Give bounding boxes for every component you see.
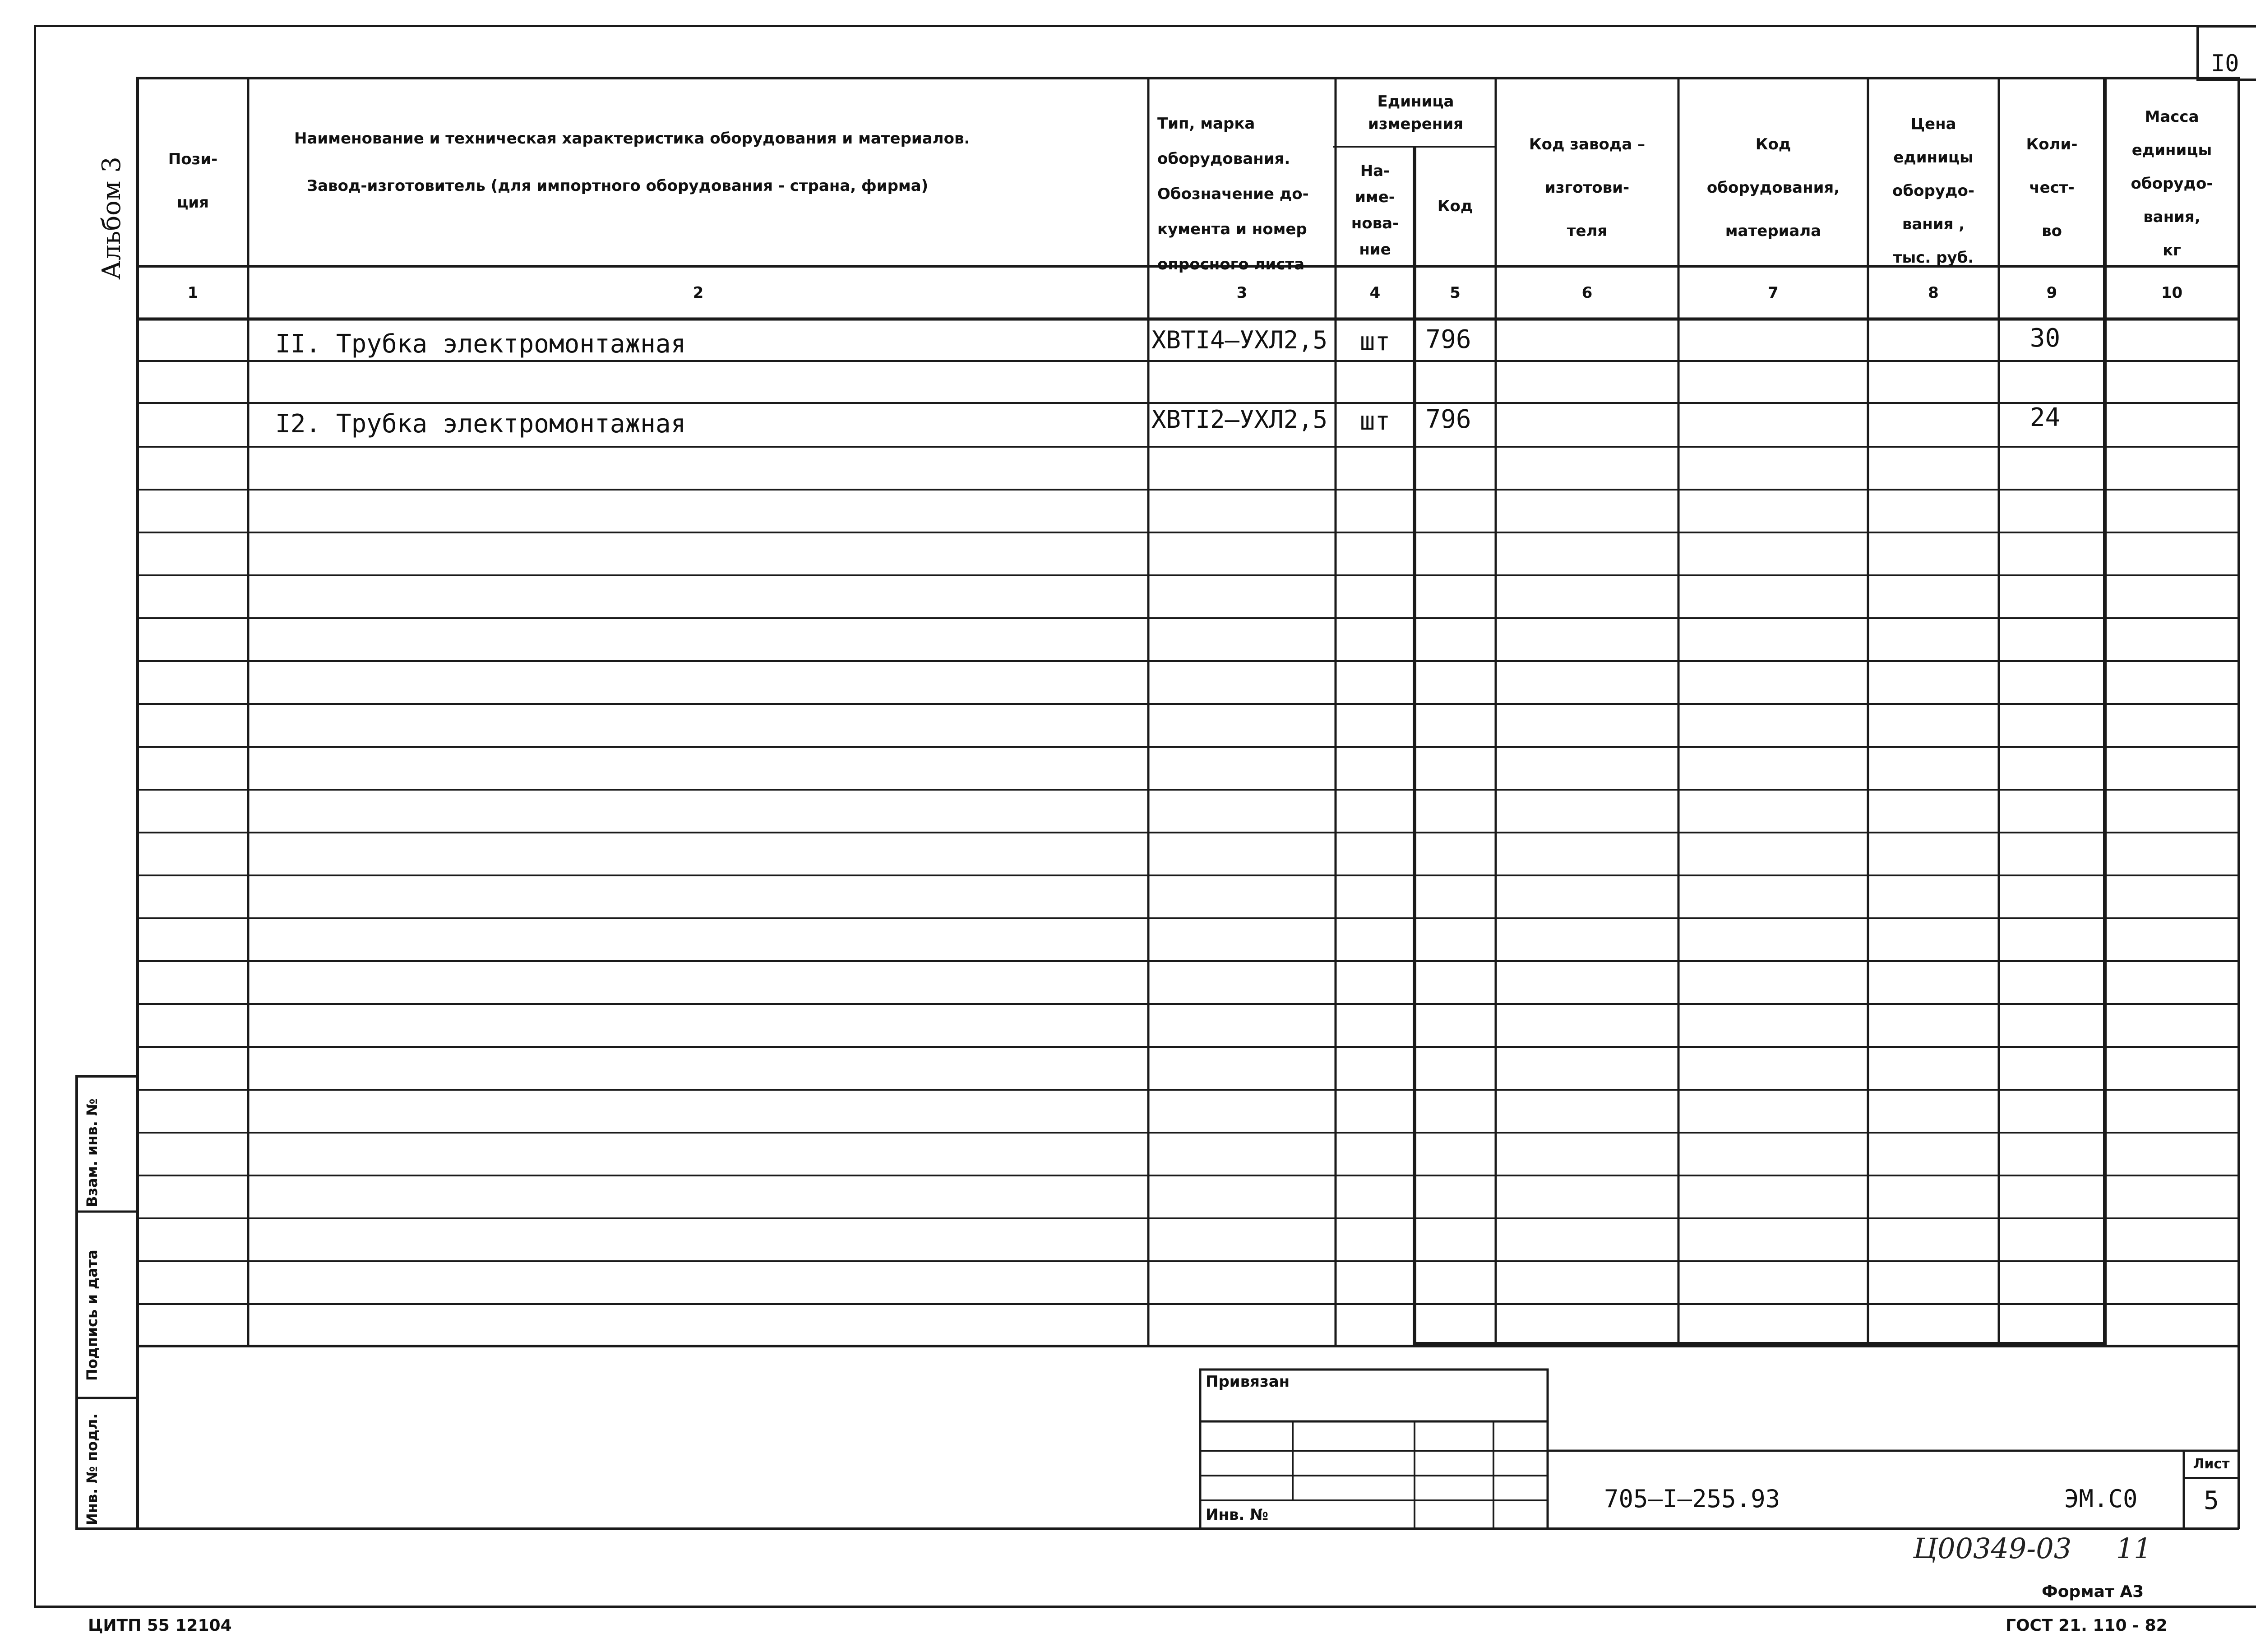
header-col3 [1157, 106, 1309, 282]
colnum-2: 2 [693, 284, 704, 302]
row-code: 796 [1425, 405, 1471, 434]
header-col4 [1336, 158, 1415, 263]
album-label: Альбом 3 [97, 157, 126, 280]
header-col8-line2: единицы [1893, 148, 1974, 167]
footer-right: ГОСТ 21. 110 - 82 [2006, 1616, 2168, 1635]
header-col2-line1: Наименование и техническая характеристика оборудования и материалов. [294, 130, 970, 148]
colnum-10: 10 [2161, 284, 2183, 302]
row-qty: 30 [2029, 324, 2061, 353]
header-col3-line2: оборудования. [1157, 150, 1290, 168]
row-unit: шт [1359, 407, 1391, 436]
sheet-number: 5 [2204, 1486, 2219, 1515]
header-col8-line4: вания , [1902, 215, 1965, 233]
header-col3-line5: опросного листа [1157, 255, 1305, 273]
row-type: ХВТI4–УХЛ2,5 [1151, 326, 1328, 354]
colnum-5: 5 [1450, 284, 1461, 302]
header-col10-line2: единицы [2131, 141, 2212, 159]
header-col8-line3: оборудо- [1892, 182, 1974, 200]
row-name: I2. Трубка электромонтажная [275, 409, 686, 439]
header-col3-line3: Обозначение до- [1157, 185, 1309, 203]
header-col6-line2: изготови- [1544, 179, 1630, 197]
header-col4-line2: име- [1355, 188, 1395, 206]
header-col3-line4: кумента и номер [1157, 220, 1307, 238]
handwritten-stamp: Ц00349-03 11 [1913, 1532, 2152, 1565]
header-col7-line2: оборудования, [1706, 179, 1840, 197]
header-unit-line2: измерения [1368, 115, 1463, 133]
header-col8-line1: Цена [1910, 115, 1956, 133]
header-col8-line5: тыс. руб. [1893, 249, 1974, 267]
header-col7-line1: Код [1755, 135, 1791, 153]
header-col4-line4: ние [1359, 241, 1391, 259]
header-unit-line1: Единица [1377, 93, 1454, 111]
header-col10-line1: Масса [2145, 108, 2199, 126]
row-code: 796 [1425, 325, 1471, 354]
colnum-1: 1 [187, 284, 199, 302]
privyazan-label: Привязан [1206, 1373, 1290, 1391]
colnum-9: 9 [2046, 284, 2057, 302]
header-col9-line1: Коли- [2026, 135, 2078, 153]
header-col8 [1868, 107, 1999, 274]
row-unit: шт [1359, 327, 1391, 356]
doc-mark: ЭМ.С0 [2064, 1485, 2138, 1513]
stamp-inv-podl: Инв. № подл. [83, 1413, 101, 1525]
row-qty: 24 [2029, 403, 2061, 432]
colnum-8: 8 [1928, 284, 1939, 302]
sheet-label: Лист [2193, 1456, 2230, 1472]
header-col7 [1678, 123, 1868, 253]
colnum-3: 3 [1236, 284, 1248, 302]
corner-number: I0 [2211, 50, 2239, 77]
header-col6-line3: теля [1567, 222, 1608, 240]
header-col1-line1: Пози- [168, 150, 218, 168]
row-name: II. Трубка электромонтажная [275, 329, 686, 359]
footer-left: ЦИТП 55 12104 [88, 1616, 232, 1635]
header-col9-line3: во [2042, 222, 2062, 240]
header-col3-line1: Тип, марка [1157, 115, 1255, 133]
colnum-6: 6 [1581, 284, 1593, 302]
header-col7-line3: материала [1725, 222, 1821, 240]
header-col5: Код [1437, 197, 1473, 215]
header-col6 [1496, 123, 1678, 253]
stamp-vzam-inv: Взам. инв. № [83, 1098, 101, 1207]
header-col9-line2: чест- [2029, 179, 2075, 197]
header-col2-line2: Завод-изготовитель (для импортного оборудования - страна, фирма) [307, 177, 929, 195]
header-col10-line3: оборудо- [2131, 175, 2213, 193]
header-col10 [2105, 100, 2239, 267]
header-unit-group [1336, 90, 1496, 135]
header-col4-line3: нова- [1351, 214, 1399, 232]
header-col10-line4: вания, [2143, 208, 2201, 226]
format-label: Формат А3 [2042, 1583, 2144, 1601]
header-col1 [138, 138, 248, 224]
header-col9 [1999, 123, 2105, 253]
header-col6-line1: Код завода – [1529, 135, 1646, 153]
row-type: ХВТI2–УХЛ2,5 [1151, 405, 1328, 434]
header-col4-line1: На- [1360, 162, 1390, 180]
doc-code: 705–I–255.93 [1604, 1485, 1780, 1513]
stamp-podpis-data: Подпись и дата [83, 1249, 101, 1381]
colnum-7: 7 [1768, 284, 1779, 302]
header-col10-line5: кг [2163, 241, 2181, 259]
header-col1-line2: ция [177, 194, 209, 212]
inv-no-label: Инв. № [1206, 1506, 1269, 1524]
colnum-4: 4 [1369, 284, 1381, 302]
